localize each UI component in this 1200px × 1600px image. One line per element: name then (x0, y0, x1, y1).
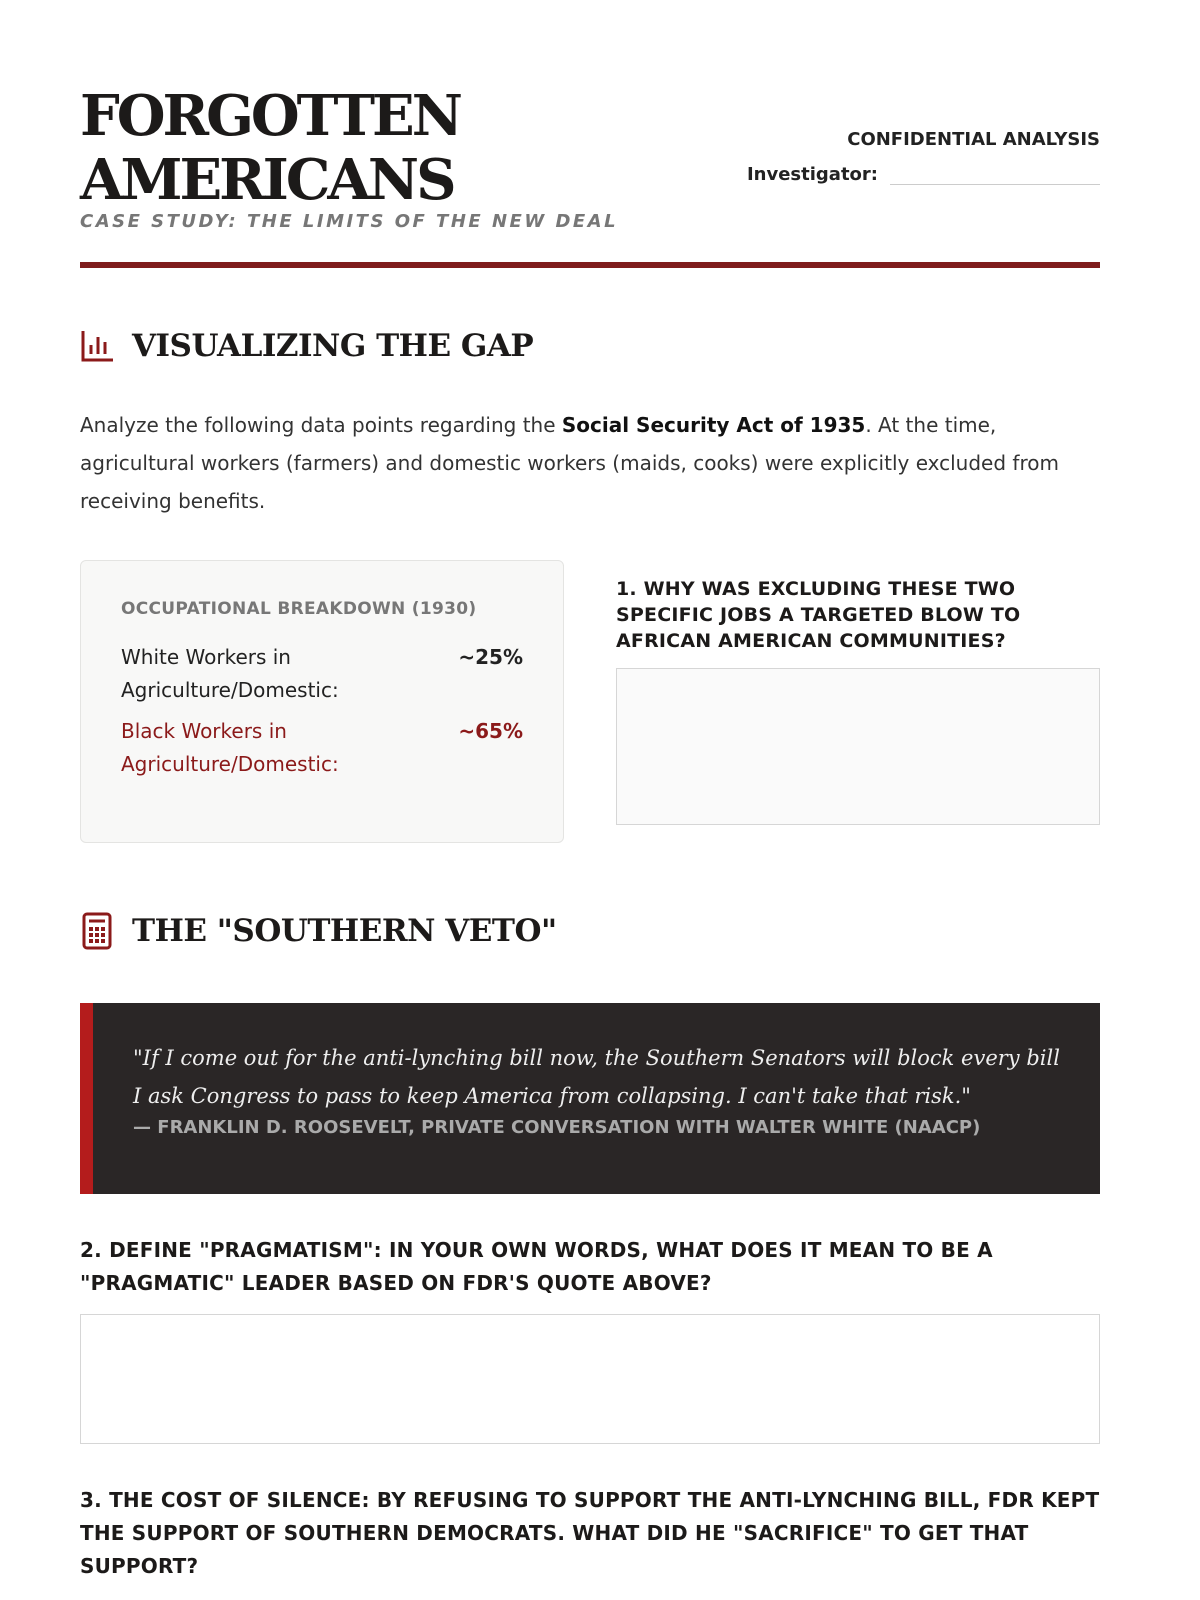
page-title: FORGOTTEN AMERICANS (80, 83, 460, 213)
fdr-quote-block (80, 1003, 1100, 1194)
stat-black-workers: Black Workers in Agriculture/Domestic: ~65% (121, 719, 523, 776)
answer-1-field[interactable] (616, 668, 1100, 825)
confidential-label: CONFIDENTIAL ANALYSIS (847, 129, 1100, 150)
header (80, 0, 1100, 268)
section-heading-gap (80, 326, 1100, 366)
worksheet (80, 0, 1100, 1583)
investigator-field (747, 161, 1100, 185)
investigator-input[interactable] (890, 161, 1100, 185)
quote-attribution: — FRANKLIN D. ROOSEVELT, PRIVATE CONVERSATION WITH WALTER WHITE (NAACP) (133, 1117, 981, 1138)
card-title: OCCUPATIONAL BREAKDOWN (1930) (121, 599, 477, 619)
occupational-breakdown-card (80, 560, 564, 843)
quote-text: "If I come out for the anti-lynching bill now, the Southern Senators will block every bill I ask Congress to pass to keep America from collapsing. I can't take that risk." (133, 1046, 1060, 1108)
intro-text: Analyze the following data points regarding the Social Security Act of 1935. At the time, agricultural workers (farmers) and domestic workers (maids, cooks) were explicitly excluded from receiving benefits. (80, 413, 1059, 513)
section-heading-veto (80, 911, 1100, 951)
section-title: VISUALIZING THE GAP (132, 328, 534, 364)
calculator-icon (80, 912, 114, 950)
answer-2-field[interactable] (80, 1314, 1100, 1444)
question-1: 1. WHY WAS EXCLUDING THESE TWO SPECIFIC JOBS A TARGETED BLOW TO AFRICAN AMERICAN COMMUNITIES? (616, 578, 1021, 652)
bar-chart-icon (80, 329, 114, 363)
investigator-label: Investigator: (746, 164, 878, 185)
question-2: 2. DEFINE "PRAGMATISM": IN YOUR OWN WORDS, WHAT DOES IT MEAN TO BE A "PRAGMATIC" LEADER BASED ON FDR'S QUOTE ABOVE? (80, 1238, 993, 1295)
section-title: THE "SOUTHERN VETO" (132, 913, 557, 949)
question-3: 3. THE COST OF SILENCE: BY REFUSING TO SUPPORT THE ANTI-LYNCHING BILL, FDR KEPT THE SUPPORT OF SOUTHERN DEMOCRATS. WHAT DID HE "SACRIFICE" TO GET THAT SUPPORT? (80, 1488, 1100, 1578)
stat-white-workers: White Workers in Agriculture/Domestic: ~25% (121, 645, 523, 702)
subtitle: CASE STUDY: THE LIMITS OF THE NEW DEAL (80, 211, 619, 232)
